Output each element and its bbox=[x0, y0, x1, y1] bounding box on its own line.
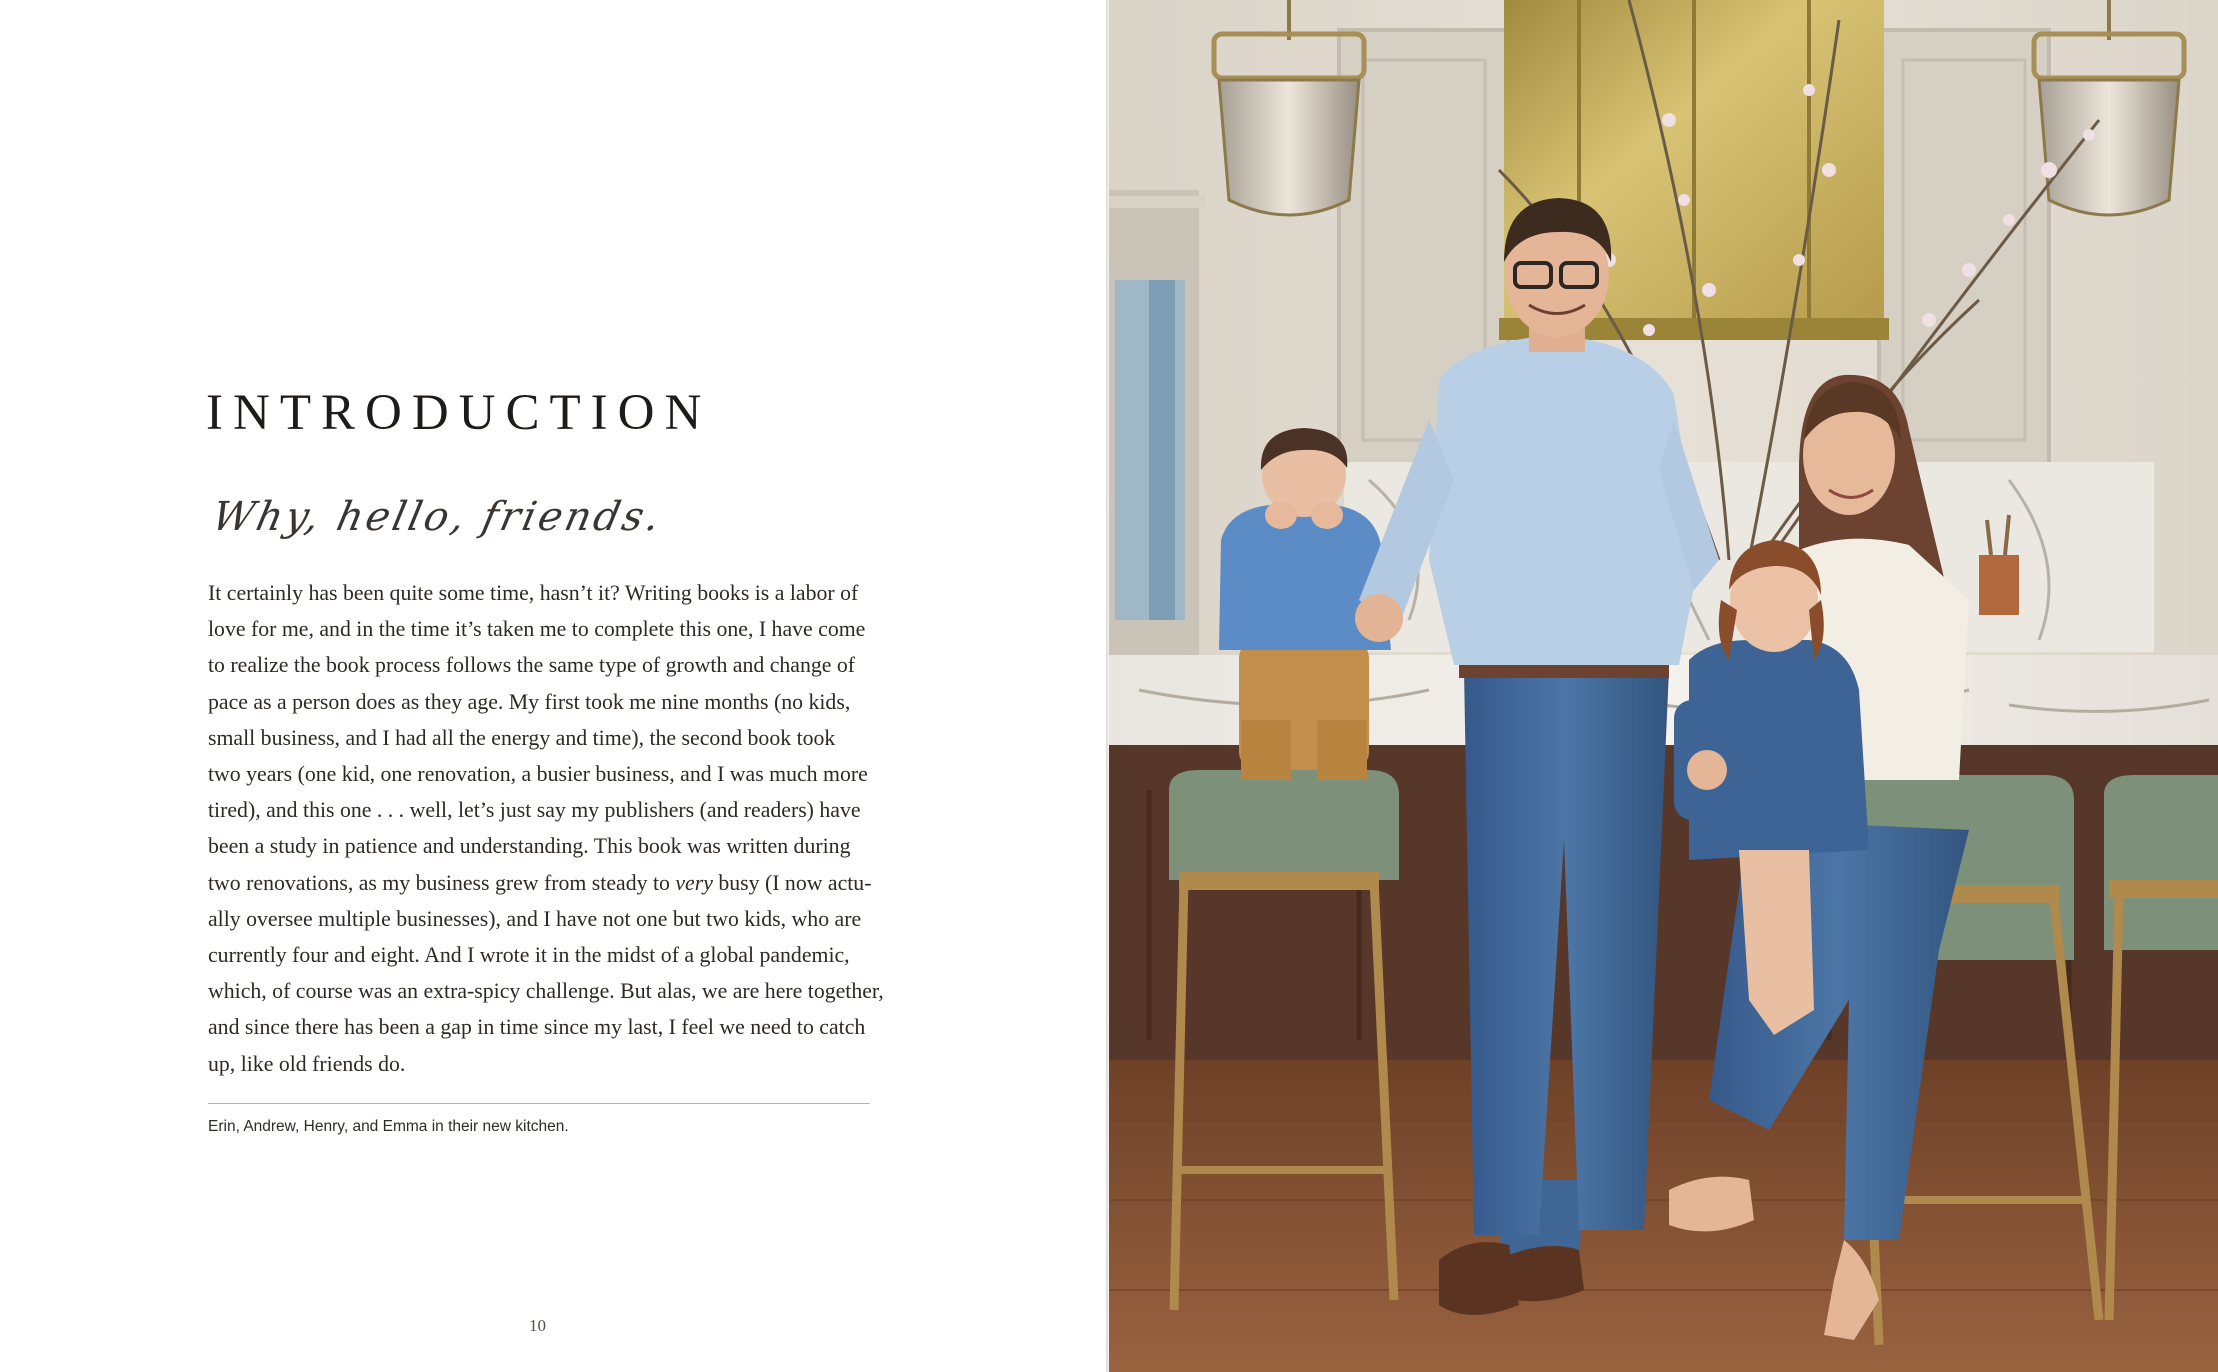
body-line: love for me, and in the time it’s taken me to complete this one, I have come bbox=[208, 617, 866, 642]
body-line: to realize the book process follows the same type of growth and change of bbox=[208, 653, 856, 678]
body-line bbox=[208, 865, 880, 901]
text-page bbox=[0, 0, 1108, 1372]
body-paragraph bbox=[208, 575, 884, 1082]
body-text-run: busy (I now actu- bbox=[712, 870, 872, 895]
page-number: 10 bbox=[529, 1316, 546, 1335]
page-title: INTRODUCTION bbox=[206, 385, 712, 441]
body-line: small business, and I had all the energy and time), the second book took bbox=[208, 725, 836, 750]
body-line: two years (one kid, one renovation, a busier business, and I was much more bbox=[208, 762, 868, 787]
body-line: up, like old friends do. bbox=[208, 1051, 406, 1076]
emphasis-word: very bbox=[675, 870, 713, 895]
body-line: ally oversee multiple businesses), and I have not one but two kids, who are bbox=[208, 906, 862, 931]
family-photo bbox=[1109, 0, 2218, 1372]
body-line: and since there has been a gap in time since my last, I feel we need to catch bbox=[208, 1015, 866, 1040]
body-line: pace as a person does as they age. My first took me nine months (no kids, bbox=[208, 689, 851, 714]
photo-caption: Erin, Andrew, Henry, and Emma in their new kitchen. bbox=[208, 1118, 569, 1135]
family-photo-illustration bbox=[1109, 0, 2218, 1372]
caption-divider bbox=[208, 1103, 870, 1104]
body-line: currently four and eight. And I wrote it in the midst of a global pandemic, bbox=[208, 943, 850, 968]
salutation: Why, hello, friends. bbox=[208, 494, 667, 540]
body-line: tired), and this one . . . well, let’s just say my publishers (and readers) have bbox=[208, 798, 861, 823]
body-line: been a study in patience and understanding. This book was written during bbox=[208, 834, 851, 859]
body-line: It certainly has been quite some time, hasn’t it? Writing books is a labor of bbox=[208, 581, 859, 605]
body-text-run: two renovations, as my business grew from steady to bbox=[208, 870, 676, 895]
body-line: which, of course was an extra-spicy challenge. But alas, we are here together, bbox=[208, 979, 884, 1004]
